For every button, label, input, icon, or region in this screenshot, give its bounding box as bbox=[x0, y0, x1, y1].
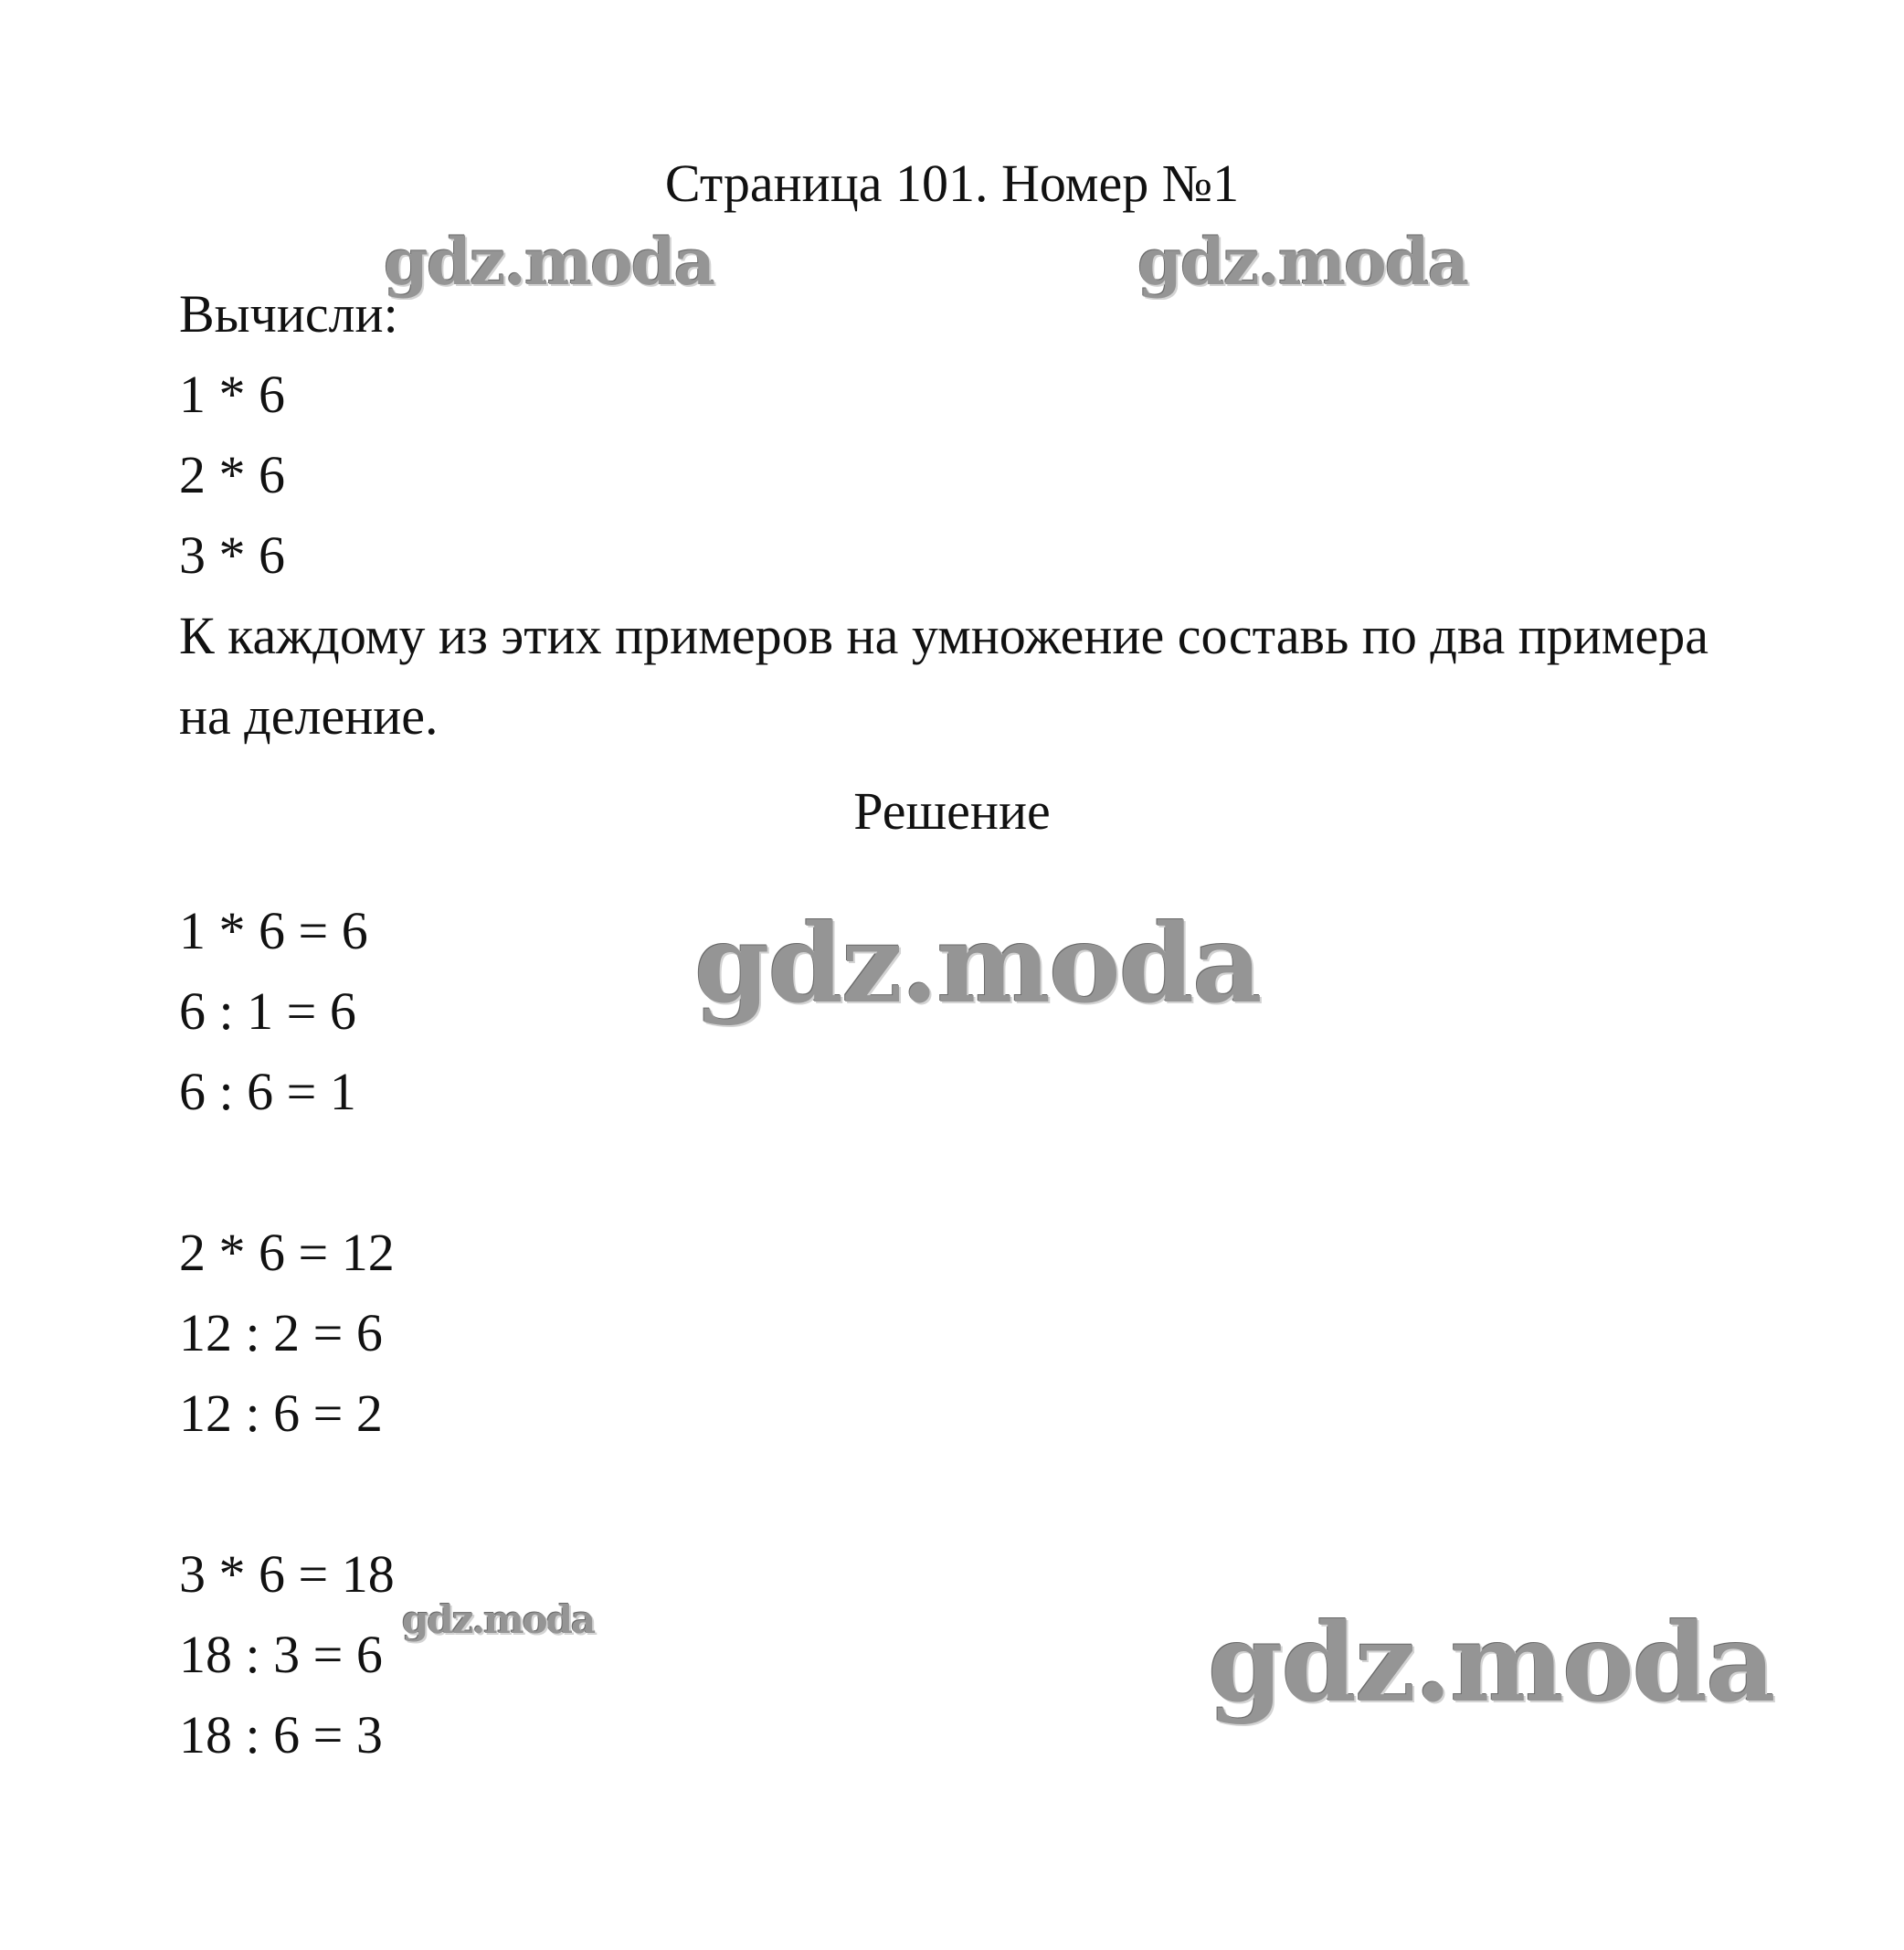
equation: 12 : 6 = 2 bbox=[179, 1383, 383, 1443]
task-expression: 3 * 6 bbox=[179, 525, 285, 585]
watermark: gdz.moda bbox=[1137, 224, 1468, 300]
task-instruction-line-2: на деление. bbox=[179, 686, 439, 746]
equation: 3 * 6 = 18 bbox=[179, 1544, 395, 1604]
task-expression: 2 * 6 bbox=[179, 445, 285, 504]
solution-group-2 bbox=[179, 1213, 395, 1454]
solution-block bbox=[179, 891, 395, 1775]
task-expression: 1 * 6 bbox=[179, 365, 285, 424]
task-instruction-line-1: К каждому из этих примеров на умножение составь по два примера bbox=[179, 606, 1708, 665]
equation: 18 : 6 = 3 bbox=[179, 1705, 383, 1765]
equation: 6 : 6 = 1 bbox=[179, 1062, 356, 1121]
solution-group-1 bbox=[179, 891, 395, 1132]
watermark: gdz.moda bbox=[1208, 1599, 1774, 1726]
watermark: gdz.moda bbox=[384, 224, 714, 300]
watermark: gdz.moda bbox=[402, 1597, 595, 1642]
watermark: gdz.moda bbox=[694, 900, 1261, 1027]
solution-heading: Решение bbox=[853, 781, 1051, 841]
equation: 12 : 2 = 6 bbox=[179, 1303, 383, 1362]
solution-group-3 bbox=[179, 1534, 395, 1775]
equation: 18 : 3 = 6 bbox=[179, 1625, 383, 1684]
task-intro: Вычисли: bbox=[179, 284, 398, 344]
equation: 1 * 6 = 6 bbox=[179, 901, 368, 960]
task-block bbox=[179, 274, 1787, 757]
page-title: Страница 101. Номер №1 bbox=[664, 154, 1240, 213]
equation: 2 * 6 = 12 bbox=[179, 1223, 395, 1282]
equation: 6 : 1 = 6 bbox=[179, 981, 356, 1041]
